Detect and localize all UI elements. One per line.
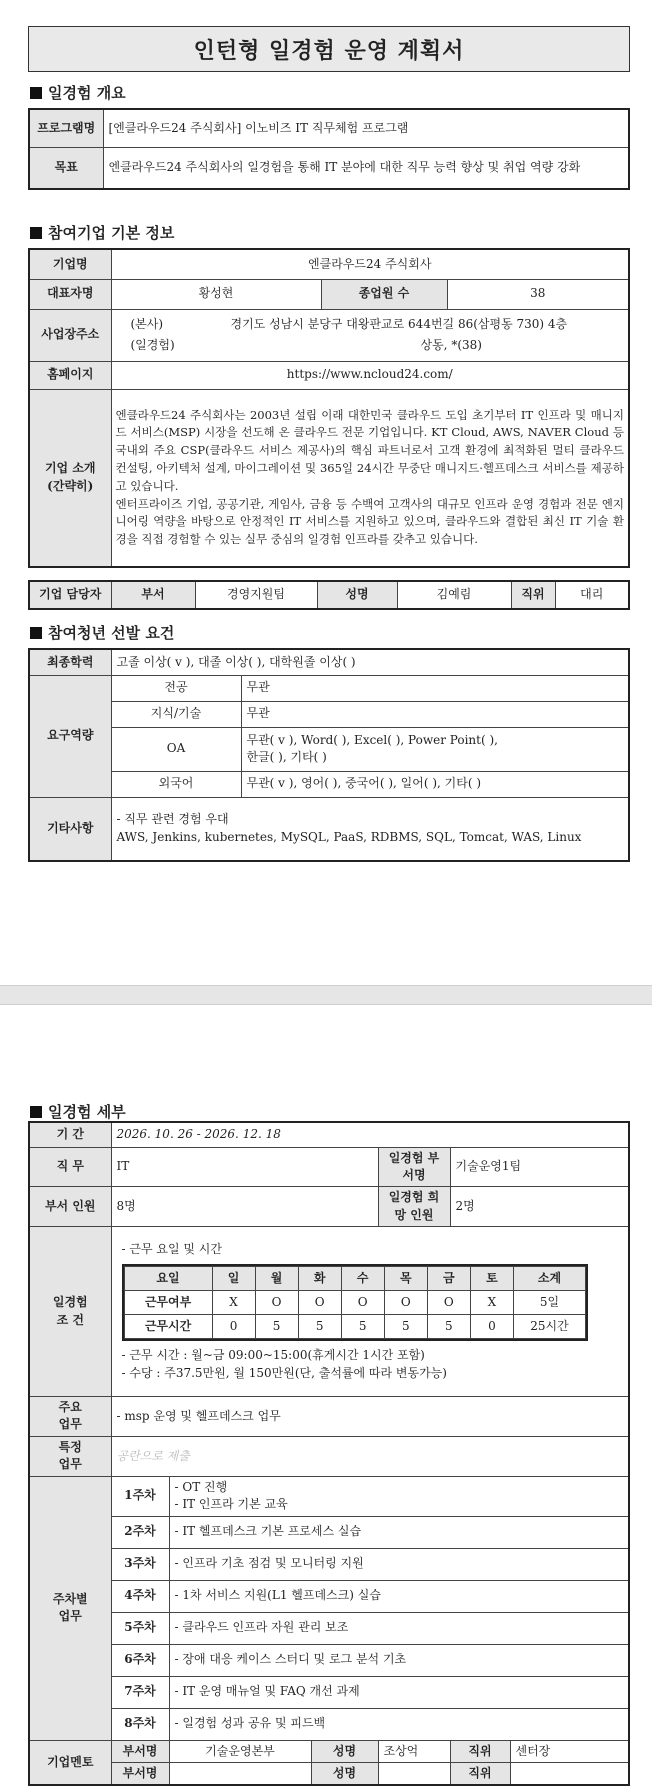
schedule-header: 수 (341, 1267, 384, 1291)
skill-value: 무관 (241, 701, 629, 727)
program-value: [엔클라우드24 주식회사] 이노비즈 IT 직무체험 프로그램 (103, 109, 629, 147)
special-task-label (29, 1436, 111, 1476)
major-value: 무관 (241, 675, 629, 701)
special-task-value: 공란으로 제출 (111, 1436, 629, 1476)
etc-value (111, 797, 629, 861)
square-bullet-icon (30, 627, 42, 639)
schedule-cell: 0 (470, 1315, 513, 1339)
contact-dept-value: 경영지원팀 (195, 581, 317, 609)
exp-site-label: (일경험) (130, 338, 175, 352)
major-label: 전공 (111, 675, 241, 701)
mentor-dept-label: 부서명 (111, 1740, 169, 1762)
week-label: 4주차 (111, 1580, 169, 1612)
schedule-cell: X (470, 1291, 513, 1315)
intro-paragraph-1: 엔클라우드24 주식회사는 2003년 설립 이래 대한민국 클라우드 도입 초기부터 IT 인프라 및 매니지드 서비스(MSP) 시장을 선도해 온 클라우드 전문 기업입니다. KT Cloud, AWS, NAVER Cloud 등 국내외 주요 CSP(클라우드 서비스 제공사)의 핵심 파트너로서 고객 환경에 최적화된 멀티 클라우드 컨설팅, 아키텍처 설계, 마이그레이션 및 365일 24시간 무중단 매니지드·헬프데스크 서비스를 제공하고 있습니다. (115, 407, 624, 493)
mentor2-dept-value (169, 1763, 311, 1786)
company-table (28, 248, 630, 568)
mentor-pos-label: 직위 (450, 1740, 510, 1762)
section-title: 참여청년 선발 요건 (48, 624, 175, 642)
section-requirements-heading (30, 622, 174, 643)
mentor2-name-label: 성명 (311, 1763, 378, 1786)
section-details-heading (30, 1101, 126, 1122)
week-label: 7주차 (111, 1676, 169, 1708)
schedule-cell: 0 (212, 1315, 255, 1339)
schedule-cell: 5 (427, 1315, 470, 1339)
square-bullet-icon (30, 227, 42, 239)
education-value: 고졸 이상( v ), 대졸 이상( ), 대학원졸 이상( ) (111, 649, 629, 675)
want-label: 일경험 희망 인원 (378, 1187, 450, 1227)
schedule-cell: O (298, 1291, 341, 1315)
contact-pos-value: 대리 (555, 581, 629, 609)
section-company-heading (30, 222, 174, 243)
schedule-header: 토 (470, 1267, 513, 1291)
section-title: 참여기업 기본 정보 (48, 224, 175, 242)
exp-site-value: 상동, *(38) (420, 338, 482, 352)
etc-label: 기타사항 (29, 797, 111, 861)
week-label: 8주차 (111, 1708, 169, 1740)
page-2 (0, 1005, 652, 1779)
week-task: - IT 인프라 기본 교육 (174, 1497, 288, 1512)
oa-label: OA (111, 727, 241, 771)
schedule-cell: 근무시간 (124, 1315, 212, 1339)
condition-title: - 근무 요일 및 시간 (121, 1241, 222, 1256)
schedule-header: 금 (427, 1267, 470, 1291)
ceo-label: 대표자명 (29, 279, 111, 309)
exp-dept-value: 기술운영1팀 (450, 1147, 629, 1187)
duty-value: IT (111, 1147, 378, 1187)
schedule-cell: O (427, 1291, 470, 1315)
hq-value: 경기도 성남시 분당구 대왕판교로 644번길 86(삼평동 730) 4층 (230, 316, 568, 331)
week-task: - 인프라 기초 점검 및 모니터링 지원 (169, 1548, 629, 1580)
page-separator (0, 985, 652, 1005)
special-task-label-line2: 업무 (58, 1457, 82, 1472)
schedule-table-wrap (122, 1264, 589, 1341)
mentor2-pos-value (510, 1763, 629, 1786)
overview-table (28, 108, 630, 190)
competency-label: 요구역량 (29, 675, 111, 797)
weekly-label-line1: 주차별 (52, 1591, 88, 1606)
weekly-task-label (29, 1476, 111, 1740)
contact-label: 기업 담당자 (29, 581, 111, 609)
schedule-cell: 5 (341, 1315, 384, 1339)
schedule-cell: O (341, 1291, 384, 1315)
requirements-table (28, 648, 630, 862)
schedule-cell: O (255, 1291, 298, 1315)
week-label: 2주차 (111, 1516, 169, 1548)
mentor2-pos-label: 직위 (450, 1763, 510, 1786)
schedule-row (124, 1315, 586, 1339)
main-task-label-line1: 주요 (58, 1400, 82, 1415)
homepage-label: 홈페이지 (29, 361, 111, 389)
staff-label: 부서 인원 (29, 1187, 111, 1227)
oa-line-1: 무관( v ), Word( ), Excel( ), Power Point( ), (246, 732, 498, 747)
schedule-row (124, 1291, 586, 1315)
intro-value (111, 389, 629, 567)
employees-value: 38 (447, 279, 629, 309)
week-tasks (169, 1476, 629, 1516)
section-overview-heading (30, 82, 126, 103)
week-label: 5주차 (111, 1612, 169, 1644)
language-value: 무관( v ), 영어( ), 중국어( ), 일어( ), 기타( ) (241, 771, 629, 797)
week-task: - 장애 대응 케이스 스터디 및 로그 분석 기초 (169, 1644, 629, 1676)
mentor2-dept-label: 부서명 (111, 1763, 169, 1786)
oa-line-2: 한글( ), 기타( ) (246, 750, 327, 764)
company-name-label: 기업명 (29, 249, 111, 279)
contact-table (28, 580, 630, 610)
contact-name-value: 김예림 (397, 581, 511, 609)
etc-line-1: - 직무 관련 경험 우대 (116, 812, 229, 827)
square-bullet-icon (30, 1106, 42, 1118)
duty-label: 직 무 (29, 1147, 111, 1187)
week-task: - IT 운영 매뉴얼 및 FAQ 개선 과제 (169, 1676, 629, 1708)
contact-name-label: 성명 (317, 581, 397, 609)
schedule-table (124, 1266, 587, 1339)
ceo-value: 황성현 (111, 279, 321, 309)
employees-label: 종업원 수 (321, 279, 447, 309)
education-label: 최종학력 (29, 649, 111, 675)
condition-value (111, 1227, 629, 1397)
week-task: - 일경험 성과 공유 및 피드백 (169, 1708, 629, 1740)
want-value: 2명 (450, 1187, 629, 1227)
week-task: - 클라우드 인프라 자원 관리 보조 (169, 1612, 629, 1644)
address-label: 사업장주소 (29, 309, 111, 361)
schedule-cell: 5 (384, 1315, 427, 1339)
condition-label-line1: 일경험 (52, 1295, 88, 1310)
special-task-label-line1: 특정 (58, 1439, 82, 1454)
schedule-cell: O (384, 1291, 427, 1315)
schedule-cell: X (212, 1291, 255, 1315)
period-label: 기 간 (29, 1122, 111, 1147)
condition-label (29, 1227, 111, 1397)
contact-pos-label: 직위 (511, 581, 555, 609)
homepage-value[interactable]: https://www.ncloud24.com/ (111, 361, 629, 389)
language-label: 외국어 (111, 771, 241, 797)
details-table (28, 1121, 630, 1786)
goal-value: 엔클라우드24 주식회사의 일경험을 통해 IT 분야에 대한 직무 능력 향상 및 취업 역량 강화 (103, 147, 629, 189)
exp-dept-label: 일경험 부서명 (378, 1147, 450, 1187)
schedule-header: 일 (212, 1267, 255, 1291)
week-task: - OT 진행 (174, 1479, 228, 1494)
intro-label-line2: (간략히) (47, 478, 94, 493)
main-task-label-line2: 업무 (58, 1417, 82, 1432)
program-label: 프로그램명 (29, 109, 103, 147)
square-bullet-icon (30, 87, 42, 99)
oa-value (241, 727, 629, 771)
condition-label-line2: 조 건 (56, 1312, 84, 1327)
skill-label: 지식/기술 (111, 701, 241, 727)
contact-dept-label: 부서 (111, 581, 195, 609)
intro-label-line1: 기업 소개 (44, 461, 96, 476)
mentor-name-value: 조상억 (378, 1740, 450, 1762)
section-title: 일경험 세부 (48, 1103, 126, 1121)
weekly-label-line2: 업무 (58, 1609, 82, 1624)
schedule-header-row (124, 1267, 586, 1291)
condition-hours: - 근무 시간 : 월~금 09:00~15:00(휴게시간 1시간 포함) (121, 1348, 425, 1363)
schedule-cell: 근무여부 (124, 1291, 212, 1315)
goal-label: 목표 (29, 147, 103, 189)
week-task: - IT 헬프데스크 기본 프로세스 실습 (169, 1516, 629, 1548)
etc-line-2: AWS, Jenkins, kubernetes, MySQL, PaaS, RDBMS, SQL, Tomcat, WAS, Linux (116, 829, 582, 844)
week-label: 3주차 (111, 1548, 169, 1580)
schedule-header: 월 (255, 1267, 298, 1291)
mentor2-name-value (378, 1763, 450, 1786)
mentor-name-label: 성명 (311, 1740, 378, 1762)
intro-label (29, 389, 111, 567)
week-task: - 1차 서비스 지원(L1 헬프데스크) 실습 (169, 1580, 629, 1612)
schedule-header: 소계 (514, 1267, 586, 1291)
schedule-cell: 5일 (514, 1291, 586, 1315)
condition-allowance: - 수당 : 주37.5만원, 월 150만원(단, 출석률에 따라 변동가능) (121, 1365, 447, 1380)
schedule-header: 화 (298, 1267, 341, 1291)
week-label: 1주차 (111, 1476, 169, 1516)
mentor-label: 기업멘토 (29, 1740, 111, 1785)
schedule-header: 요일 (124, 1267, 212, 1291)
main-task-value: - msp 운영 및 헬프데스크 업무 (111, 1397, 629, 1437)
address-value (111, 309, 629, 361)
schedule-cell: 5 (255, 1315, 298, 1339)
document-title: 인턴형 일경험 운영 계획서 (28, 26, 630, 72)
section-title: 일경험 개요 (48, 84, 126, 102)
mentor-pos-value: 센터장 (510, 1740, 629, 1762)
main-task-label (29, 1397, 111, 1437)
mentor-dept-value: 기술운영본부 (169, 1740, 311, 1762)
schedule-header: 목 (384, 1267, 427, 1291)
staff-value: 8명 (111, 1187, 378, 1227)
schedule-cell: 25시간 (514, 1315, 586, 1339)
week-label: 6주차 (111, 1644, 169, 1676)
period-value: 2026. 10. 26 - 2026. 12. 18 (111, 1122, 629, 1147)
hq-label: (본사) (130, 316, 164, 331)
company-name-value: 엔클라우드24 주식회사 (111, 249, 629, 279)
schedule-cell: 5 (298, 1315, 341, 1339)
intro-paragraph-2: 엔터프라이즈 기업, 공공기관, 게임사, 금융 등 수백여 고객사의 대규모 인프라 운영 경험과 전문 엔지니어링 역량을 바탕으로 안정적인 IT 서비스를 지원하고 있으며, 클라우드와 결합된 최신 IT 기술 환경을 직접 경험할 수 있는 실무 중심의 일경험 인프라를 갖추고 있습니다. (115, 496, 624, 547)
